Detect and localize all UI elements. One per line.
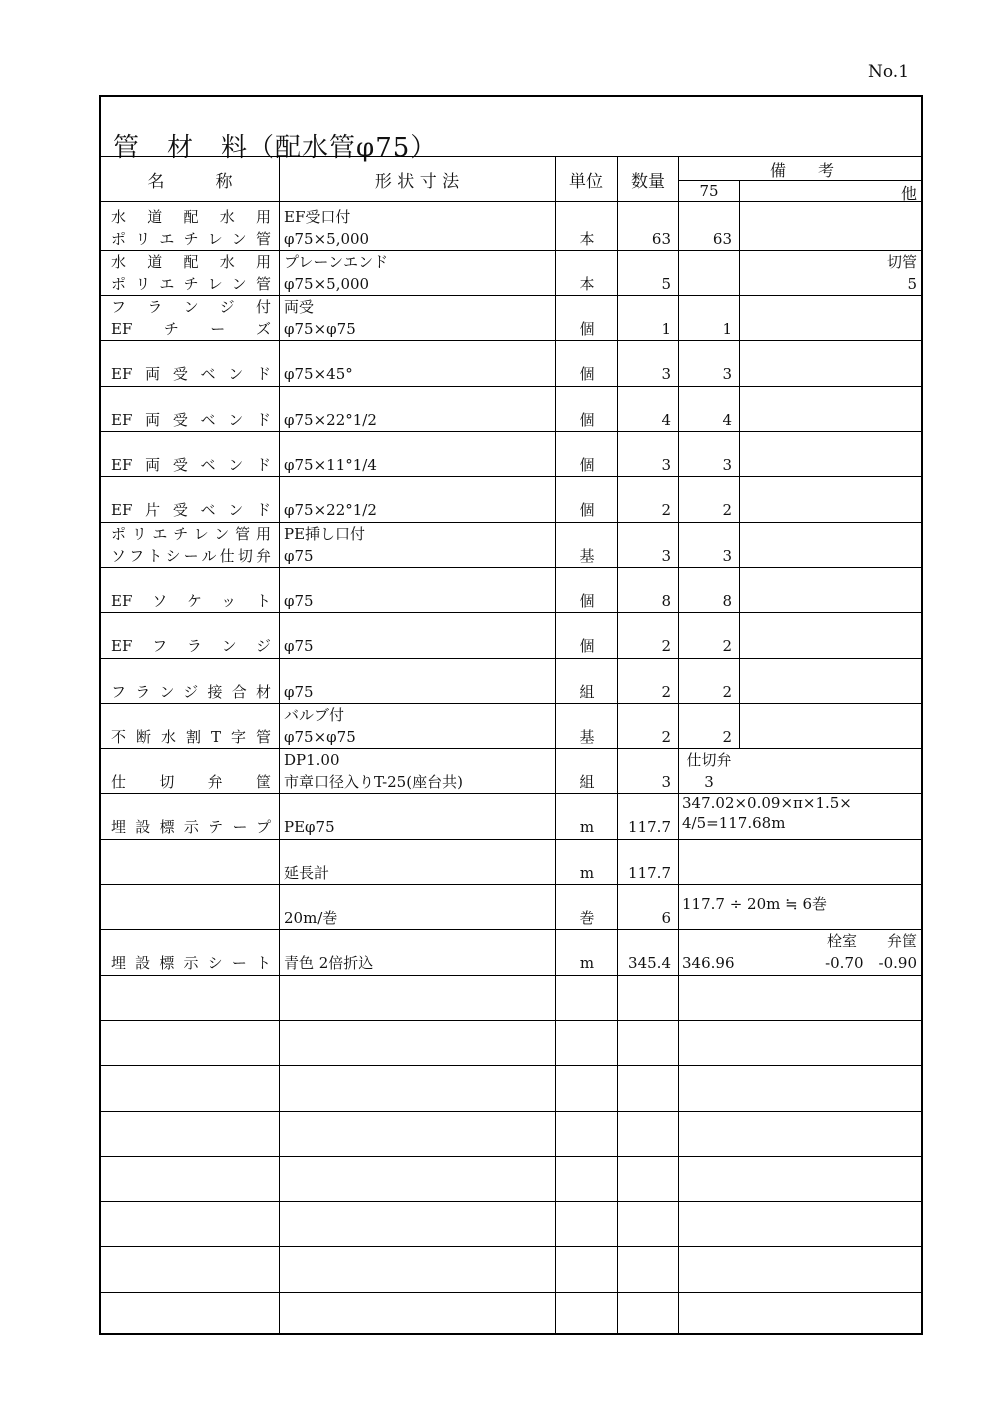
row-divider bbox=[101, 522, 921, 523]
item-spec-line1: PE挿し口付 bbox=[284, 524, 366, 543]
item-name: EFソケット bbox=[111, 591, 271, 610]
header-top-line bbox=[101, 156, 921, 157]
header-unit: 単位 bbox=[569, 172, 603, 192]
item-spec: 延長計 bbox=[284, 863, 330, 882]
item-spec: φ75×φ75 bbox=[284, 727, 356, 746]
item-quantity: 63 bbox=[651, 229, 671, 248]
item-unit: m bbox=[579, 818, 595, 837]
item-unit: 個 bbox=[579, 365, 595, 384]
remark-75-value: 3 bbox=[704, 773, 714, 792]
item-spec: φ75 bbox=[284, 682, 314, 701]
remark-75-value: 2 bbox=[722, 637, 732, 656]
row-divider bbox=[101, 884, 921, 885]
item-spec: φ75×11°1/4 bbox=[284, 456, 377, 474]
row-divider bbox=[101, 1020, 921, 1021]
item-unit: m bbox=[579, 863, 595, 882]
remark-75-value: 3 bbox=[722, 546, 732, 565]
row-divider bbox=[101, 250, 921, 251]
item-name: 埋設標示テープ bbox=[111, 818, 271, 837]
row-divider bbox=[101, 431, 921, 432]
item-name: EF両受ベンド bbox=[111, 456, 271, 474]
item-quantity: 6 bbox=[661, 909, 671, 927]
item-quantity: 8 bbox=[661, 591, 671, 610]
item-unit: 巻 bbox=[579, 909, 595, 927]
row-divider bbox=[101, 612, 921, 613]
row-divider bbox=[101, 929, 921, 930]
header-name: 名 称 bbox=[147, 172, 233, 192]
item-quantity: 5 bbox=[661, 274, 671, 293]
item-unit: 組 bbox=[579, 682, 595, 701]
remark-75-value: 3 bbox=[722, 365, 732, 384]
item-spec: φ75×5,000 bbox=[284, 274, 370, 293]
item-spec: PEφ75 bbox=[284, 818, 335, 837]
item-spec: φ75×φ75 bbox=[284, 320, 356, 339]
remark-75-value: 3 bbox=[722, 456, 732, 474]
item-name: フランジ接合材 bbox=[111, 682, 271, 701]
item-unit: 個 bbox=[579, 320, 595, 339]
item-unit: 組 bbox=[579, 773, 595, 792]
header-bottom-line bbox=[101, 201, 921, 202]
item-name-line1: 水道配水用 bbox=[111, 207, 271, 226]
item-unit: m bbox=[579, 954, 595, 973]
remark-formula: 347.02×0.09×π×1.5× 4/5=117.68m bbox=[682, 794, 852, 833]
item-spec-line1: EF受口付 bbox=[284, 207, 351, 226]
remark-75-value: 63 bbox=[712, 229, 732, 248]
item-name: 埋設標示シート bbox=[111, 954, 271, 973]
item-unit: 基 bbox=[579, 546, 595, 565]
item-name: EFフランジ bbox=[111, 637, 271, 656]
page-number: No.1 bbox=[868, 62, 910, 82]
item-unit: 個 bbox=[579, 501, 595, 520]
item-spec: φ75 bbox=[284, 637, 314, 656]
material-table bbox=[99, 95, 923, 1335]
item-spec-line1: バルブ付 bbox=[284, 705, 345, 724]
column-divider bbox=[279, 157, 280, 1333]
item-spec-line1: プレーンエンド bbox=[284, 252, 389, 271]
remark-other-label: 栓室 弁筐 bbox=[826, 932, 917, 951]
item-name: EFチーズ bbox=[111, 320, 271, 339]
item-quantity: 3 bbox=[661, 456, 671, 474]
row-divider bbox=[101, 1156, 921, 1157]
row-divider bbox=[101, 1292, 921, 1293]
row-divider bbox=[101, 658, 921, 659]
row-divider bbox=[101, 1201, 921, 1202]
header-remarks-other: 他 bbox=[900, 184, 917, 203]
header-spec: 形 状 寸 法 bbox=[374, 172, 460, 192]
remark-value: 346.96 bbox=[682, 954, 735, 973]
remark-75-value: 2 bbox=[722, 501, 732, 520]
row-divider bbox=[101, 975, 921, 976]
item-quantity: 2 bbox=[661, 727, 671, 746]
remark-75-value: 4 bbox=[722, 410, 732, 429]
item-spec-line1: 両受 bbox=[284, 298, 315, 317]
item-spec: φ75×45° bbox=[284, 365, 353, 384]
item-name: EF両受ベンド bbox=[111, 365, 271, 384]
item-name: ソフトシール仕切弁 bbox=[111, 546, 271, 565]
item-quantity: 117.7 bbox=[628, 863, 671, 882]
row-divider bbox=[101, 1246, 921, 1247]
item-spec: φ75 bbox=[284, 591, 314, 610]
item-spec: 20m/巻 bbox=[284, 909, 338, 927]
item-spec-line1: DP1.00 bbox=[284, 751, 340, 770]
header-qty: 数量 bbox=[631, 172, 665, 192]
header-remarks-75: 75 bbox=[699, 182, 719, 200]
row-divider bbox=[101, 748, 921, 749]
row-divider bbox=[101, 1111, 921, 1112]
row-divider bbox=[101, 340, 921, 341]
remark-formula: 117.7 ÷ 20m ≒ 6巻 bbox=[682, 895, 828, 913]
item-name-line1: 水道配水用 bbox=[111, 252, 271, 271]
item-spec: φ75×5,000 bbox=[284, 229, 370, 248]
item-spec: 青色 2倍折込 bbox=[284, 954, 374, 973]
remark-other-value: -0.70 -0.90 bbox=[825, 954, 917, 973]
item-unit: 個 bbox=[579, 410, 595, 429]
item-name: ポリエチレン管 bbox=[111, 274, 271, 293]
remarks-divider bbox=[739, 180, 740, 748]
remark-other-label: 切管 bbox=[886, 252, 917, 271]
item-spec: 市章口径入りT-25(座台共) bbox=[284, 773, 463, 792]
item-unit: 個 bbox=[579, 591, 595, 610]
item-unit: 本 bbox=[579, 229, 595, 248]
item-quantity: 3 bbox=[661, 546, 671, 565]
item-quantity: 2 bbox=[661, 501, 671, 520]
item-quantity: 4 bbox=[661, 410, 671, 429]
row-divider bbox=[101, 839, 921, 840]
row-divider bbox=[101, 1065, 921, 1066]
remarks-sub-line bbox=[679, 180, 921, 181]
item-quantity: 2 bbox=[661, 682, 671, 701]
item-spec: φ75×22°1/2 bbox=[284, 410, 377, 429]
row-divider bbox=[101, 567, 921, 568]
item-quantity: 2 bbox=[661, 637, 671, 656]
item-unit: 本 bbox=[579, 274, 595, 293]
row-divider bbox=[101, 476, 921, 477]
item-spec: φ75 bbox=[284, 546, 314, 565]
remark-75-value: 8 bbox=[722, 591, 732, 610]
row-divider bbox=[101, 386, 921, 387]
row-divider bbox=[101, 703, 921, 704]
item-unit: 個 bbox=[579, 637, 595, 656]
item-quantity: 117.7 bbox=[628, 818, 671, 837]
item-quantity: 3 bbox=[661, 773, 671, 792]
item-unit: 個 bbox=[579, 456, 595, 474]
remark-75-value: 2 bbox=[722, 682, 732, 701]
item-name-line1: ポリエチレン管用 bbox=[111, 524, 271, 543]
item-spec: φ75×22°1/2 bbox=[284, 501, 377, 520]
item-name: EF片受ベンド bbox=[111, 501, 271, 520]
item-quantity: 3 bbox=[661, 365, 671, 384]
item-name: EF両受ベンド bbox=[111, 410, 271, 429]
remark-75-value: 1 bbox=[722, 320, 732, 339]
item-unit: 基 bbox=[579, 727, 595, 746]
page-title: 管 材 料（配水管φ75） bbox=[113, 133, 438, 163]
remark-75-label: 仕切弁 bbox=[686, 751, 732, 770]
row-divider bbox=[101, 295, 921, 296]
item-name: ポリエチレン管 bbox=[111, 229, 271, 248]
item-name: 不断水割T字管 bbox=[111, 727, 271, 746]
item-quantity: 345.4 bbox=[628, 954, 671, 973]
item-name: 仕切弁筐 bbox=[111, 773, 271, 792]
remark-75-value: 2 bbox=[722, 727, 732, 746]
item-quantity: 1 bbox=[661, 320, 671, 339]
header-remarks: 備 考 bbox=[769, 161, 834, 180]
item-name-line1: フランジ付 bbox=[111, 298, 271, 317]
remark-other-value: 5 bbox=[907, 274, 917, 293]
